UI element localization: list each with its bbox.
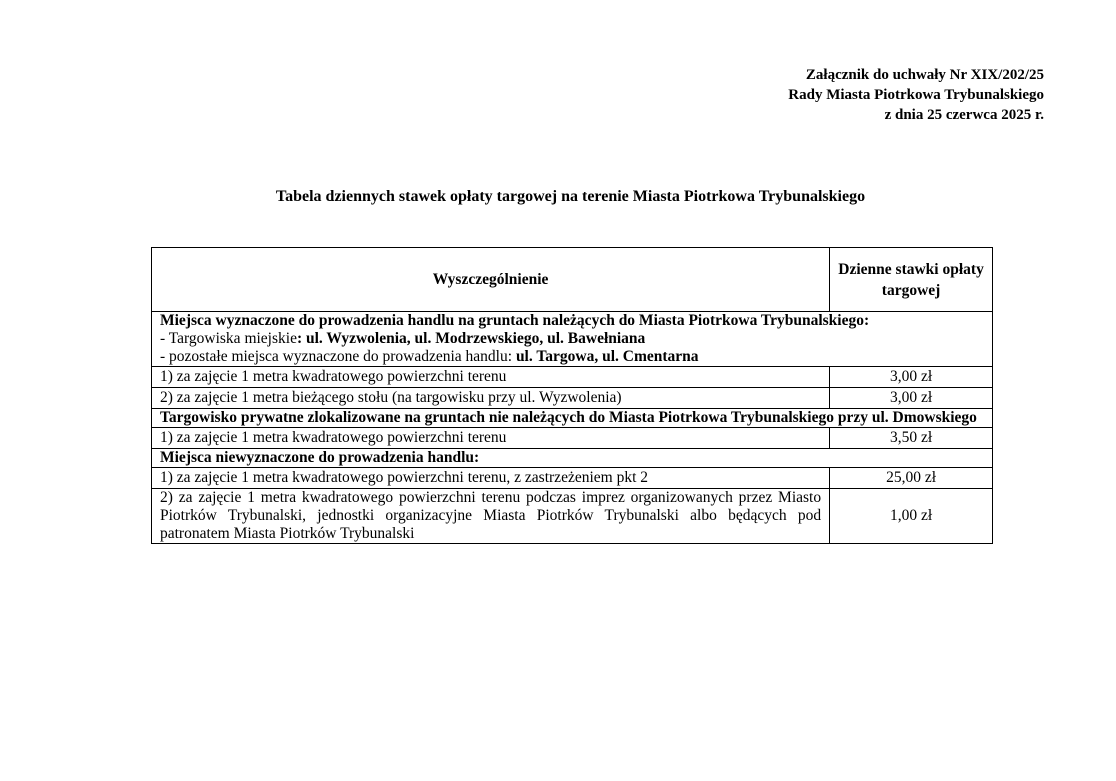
section-3-heading: Miejsca niewyznaczone do prowadzenia handlu: (152, 449, 993, 468)
item-rate: 25,00 zł (830, 468, 993, 489)
column-header-rate: Dzienne stawki opłaty targowej (830, 248, 993, 312)
rates-table (151, 247, 993, 544)
item-description: 2) za zajęcie 1 metra bieżącego stołu (na targowisku przy ul. Wyzwolenia) (152, 388, 830, 409)
document-title: Tabela dziennych stawek opłaty targowej na terenie Miasta Piotrkowa Trybunalskiego (275, 188, 866, 205)
table-row (152, 367, 993, 388)
header-line-2: Rady Miasta Piotrkowa Trybunalskiego (788, 87, 1044, 103)
table-row (152, 489, 993, 544)
table-row (152, 468, 993, 489)
item-rate: 3,00 zł (830, 367, 993, 388)
column-header-description: Wyszczególnienie (152, 248, 830, 312)
header-line-3: z dnia 25 czerwca 2025 r. (884, 107, 1044, 123)
item-description: 2) za zajęcie 1 metra kwadratowego powierzchni terenu podczas imprez organizowanych przez Miasto Piotrków Trybunalski, jednostki organizacyjne Miasta Piotrków Trybunalski albo będących pod patronatem Miasta Piotrków Trybunalski (152, 489, 830, 544)
table-row (152, 428, 993, 449)
item-rate: 1,00 zł (830, 489, 993, 544)
section-2-heading: Targowisko prywatne zlokalizowane na gruntach nie należących do Miasta Piotrkowa Trybunalskiego przy ul. Dmowskiego (152, 409, 993, 428)
item-description: 1) za zajęcie 1 metra kwadratowego powierzchni terenu (152, 367, 830, 388)
section-1-heading: Miejsca wyznaczone do prowadzenia handlu na gruntach należących do Miasta Piotrkowa Trybunalskiego: (160, 312, 870, 329)
section-1-line-2-streets: ul. Targowa, ul. Cmentarna (515, 348, 699, 365)
section-1-line-1-prefix: - Targowiska miejskie (160, 330, 297, 347)
section-1-line-1-streets: : ul. Wyzwolenia, ul. Modrzewskiego, ul. Bawełniana (296, 330, 646, 347)
item-description: 1) za zajęcie 1 metra kwadratowego powierzchni terenu, z zastrzeżeniem pkt 2 (152, 468, 830, 489)
item-rate: 3,50 zł (830, 428, 993, 449)
section-1-line-2 (160, 348, 984, 366)
item-description: 1) za zajęcie 1 metra kwadratowego powierzchni terenu (152, 428, 830, 449)
section-1-cell (152, 312, 993, 367)
section-row (152, 409, 993, 428)
section-1-line-2-prefix: - pozostałe miejsca wyznaczone do prowadzenia handlu: (160, 348, 516, 365)
section-1-line-1 (160, 330, 984, 348)
resolution-header (788, 65, 1044, 125)
table-header-row (152, 248, 993, 312)
section-row (152, 312, 993, 367)
section-row (152, 449, 993, 468)
header-line-1: Załącznik do uchwały Nr XIX/202/25 (805, 67, 1044, 83)
item-rate: 3,00 zł (830, 388, 993, 409)
table-row (152, 388, 993, 409)
